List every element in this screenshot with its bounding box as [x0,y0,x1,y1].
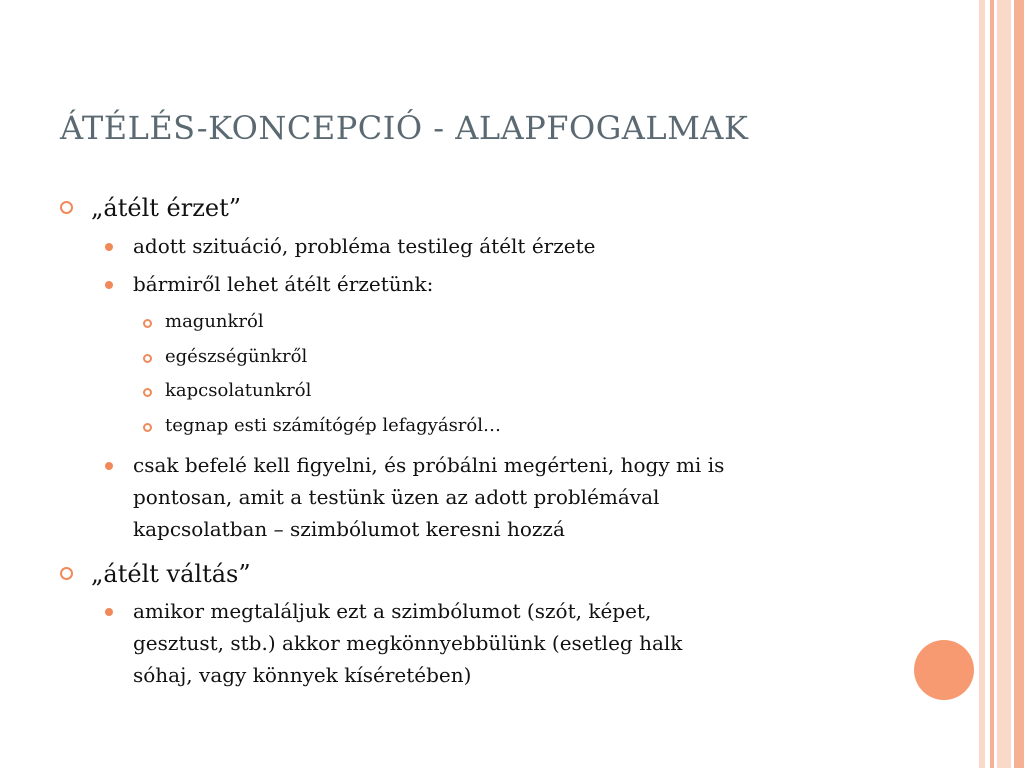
dot-bullet-icon [105,243,113,251]
bullet-text: „átélt érzet” [91,194,241,222]
bullet-text-line: kapcsolatban – szimbólumot keresni hozzá [133,517,565,541]
bullet-text-line: pontosan, amit a testünk üzen az adott problémával [133,485,660,509]
bullet-text: egészségünkről [165,346,308,367]
decorative-stripe [1014,0,1024,768]
small-ring-bullet-icon [143,423,152,432]
bullet-text: bármiről lehet átélt érzetünk: [133,272,434,296]
small-ring-bullet-icon [143,319,152,328]
dot-bullet-icon [105,462,113,470]
bullet-text-line: amikor megtaláljuk ezt a szimbólumot (szót, képet, [133,599,652,623]
accent-circle [914,640,974,700]
bullet-text-line: sóhaj, vagy könnyek kíséretében) [133,663,472,687]
bullet-text: „átélt váltás” [91,560,251,588]
small-ring-bullet-icon [143,354,152,363]
bullet-text: adott szituáció, probléma testileg átélt érzete [133,234,596,258]
bullet-text-line: csak befelé kell figyelni, és próbálni megérteni, hogy mi is [133,453,725,477]
slide-title: ÁTÉLÉS-KONCEPCIÓ - ALAPFOGALMAK [60,109,749,147]
ring-bullet-icon [60,567,73,580]
bullet-text: tegnap esti számítógép lefagyásról… [165,415,502,436]
dot-bullet-icon [105,608,113,616]
bullet-text-line: gesztust, stb.) akkor megkönnyebbülünk (esetleg halk [133,631,683,655]
bullet-text: kapcsolatunkról [165,380,312,401]
decorative-stripe [979,0,985,768]
ring-bullet-icon [60,201,73,214]
decorative-stripe [990,0,994,768]
bullet-text: magunkról [165,311,264,332]
decorative-stripe [997,0,1011,768]
small-ring-bullet-icon [143,388,152,397]
dot-bullet-icon [105,281,113,289]
